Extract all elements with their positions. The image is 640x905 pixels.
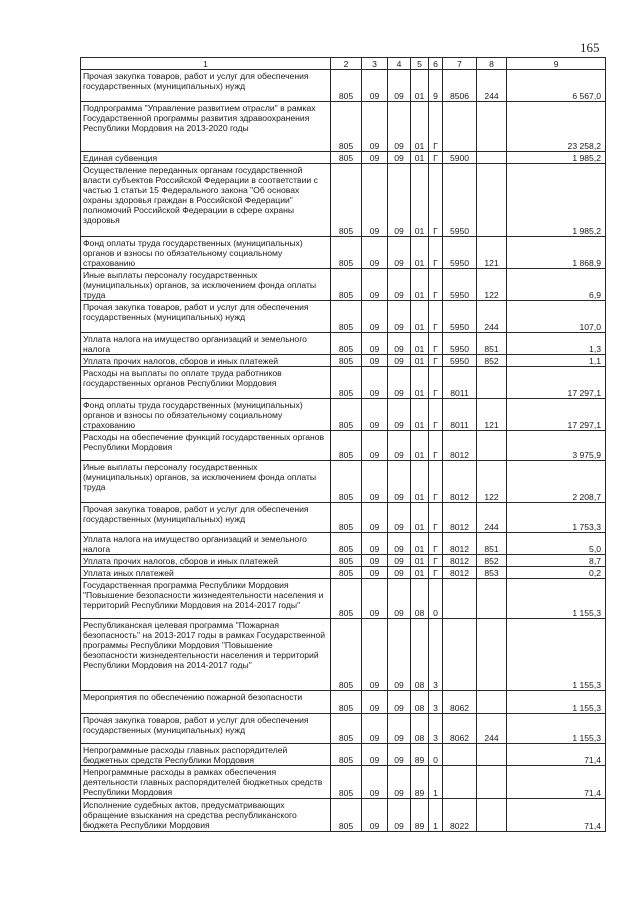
- cell-expense-type-code: [477, 691, 507, 714]
- cell-expense-type-code: [477, 102, 507, 152]
- table-row: [81, 691, 606, 714]
- cell-section-code: 09: [362, 503, 388, 533]
- cell-section-code: 09: [362, 102, 388, 152]
- table-header-row: [81, 58, 606, 70]
- header-cell: 3: [362, 58, 388, 70]
- row-description: Расходы на обеспечение функций государственных органов Республики Мордовия: [81, 431, 331, 461]
- cell-expense-type-code: [477, 744, 507, 766]
- row-description: Государственная программа Республики Мордовия "Повышение безопасности жизнедеятельности населения и территорий Республики Мордовия на 2014-2017 годы": [81, 579, 331, 619]
- cell-ministry-code: 805: [331, 269, 362, 301]
- cell-subsection-code: 09: [388, 744, 411, 766]
- row-description: Фонд оплаты труда государственных (муниципальных) органов и взносы по обязательному социальному страхованию: [81, 399, 331, 431]
- cell-subsection-code: 09: [388, 355, 411, 367]
- cell-section-code: 09: [362, 355, 388, 367]
- table-row: [81, 714, 606, 744]
- cell-program-code: 08: [411, 714, 429, 744]
- cell-amount: 1 155,3: [507, 619, 606, 691]
- cell-expense-type-code: [477, 431, 507, 461]
- cell-section-code: 09: [362, 533, 388, 555]
- table-row: [81, 269, 606, 301]
- table-row: [81, 744, 606, 766]
- cell-amount: 1 155,3: [507, 714, 606, 744]
- row-description: Фонд оплаты труда государственных (муниципальных) органов и взносы по обязательному социальному страхованию: [81, 237, 331, 269]
- cell-ministry-code: 805: [331, 503, 362, 533]
- cell-amount: 6,9: [507, 269, 606, 301]
- row-description: Уплата налога на имущество организаций и земельного налога: [81, 533, 331, 555]
- cell-section-code: 09: [362, 367, 388, 399]
- cell-subprogram-code: Г: [429, 333, 443, 355]
- cell-subprogram-code: Г: [429, 269, 443, 301]
- cell-ministry-code: 805: [331, 333, 362, 355]
- cell-subsection-code: 09: [388, 269, 411, 301]
- cell-target-item-code: 8012: [443, 533, 477, 555]
- row-description: Уплата налога на имущество организаций и земельного налога: [81, 333, 331, 355]
- cell-subsection-code: 09: [388, 579, 411, 619]
- row-description: Непрограммные расходы в рамках обеспечения деятельности главных распорядителей бюджетных средств Республики Мордовия: [81, 766, 331, 799]
- cell-amount: 3 975,9: [507, 431, 606, 461]
- cell-ministry-code: 805: [331, 533, 362, 555]
- table-row: [81, 333, 606, 355]
- cell-ministry-code: 805: [331, 579, 362, 619]
- cell-subsection-code: 09: [388, 102, 411, 152]
- cell-target-item-code: [443, 619, 477, 691]
- cell-expense-type-code: 121: [477, 399, 507, 431]
- cell-amount: 23 258,2: [507, 102, 606, 152]
- row-description: Уплата прочих налогов, сборов и иных платежей: [81, 555, 331, 567]
- cell-program-code: 01: [411, 399, 429, 431]
- cell-subprogram-code: Г: [429, 399, 443, 431]
- cell-ministry-code: 805: [331, 431, 362, 461]
- cell-expense-type-code: 244: [477, 70, 507, 102]
- table-row: [81, 399, 606, 431]
- cell-section-code: 09: [362, 691, 388, 714]
- cell-program-code: 01: [411, 164, 429, 237]
- cell-expense-type-code: 851: [477, 533, 507, 555]
- cell-section-code: 09: [362, 714, 388, 744]
- row-description: Непрограммные расходы главных распорядителей бюджетных средств Республики Мордовия: [81, 744, 331, 766]
- cell-subsection-code: 09: [388, 399, 411, 431]
- cell-expense-type-code: 244: [477, 503, 507, 533]
- cell-section-code: 09: [362, 555, 388, 567]
- cell-expense-type-code: 122: [477, 269, 507, 301]
- cell-ministry-code: 805: [331, 70, 362, 102]
- cell-subprogram-code: 3: [429, 714, 443, 744]
- cell-ministry-code: 805: [331, 102, 362, 152]
- cell-subsection-code: 09: [388, 799, 411, 832]
- cell-target-item-code: [443, 766, 477, 799]
- cell-ministry-code: 805: [331, 714, 362, 744]
- cell-amount: 1 155,3: [507, 579, 606, 619]
- cell-program-code: 01: [411, 461, 429, 503]
- cell-program-code: 89: [411, 799, 429, 832]
- cell-program-code: 01: [411, 70, 429, 102]
- cell-ministry-code: 805: [331, 799, 362, 832]
- cell-target-item-code: 8022: [443, 799, 477, 832]
- cell-expense-type-code: 852: [477, 355, 507, 367]
- cell-target-item-code: 8062: [443, 691, 477, 714]
- cell-subsection-code: 09: [388, 152, 411, 164]
- cell-subprogram-code: Г: [429, 503, 443, 533]
- table-row: [81, 70, 606, 102]
- cell-expense-type-code: [477, 152, 507, 164]
- cell-expense-type-code: 244: [477, 301, 507, 333]
- cell-amount: 1 155,3: [507, 691, 606, 714]
- header-cell: 5: [411, 58, 429, 70]
- cell-subsection-code: 09: [388, 431, 411, 461]
- cell-program-code: 01: [411, 367, 429, 399]
- cell-target-item-code: 8012: [443, 461, 477, 503]
- row-description: Прочая закупка товаров, работ и услуг для обеспечения государственных (муниципальных) нужд: [81, 70, 331, 102]
- cell-subprogram-code: 1: [429, 799, 443, 832]
- row-description: Исполнение судебных актов, предусматривающих обращение взыскания на средства республиканского бюджета Республики Мордовия: [81, 799, 331, 832]
- cell-target-item-code: 5950: [443, 355, 477, 367]
- table-row: [81, 619, 606, 691]
- cell-section-code: 09: [362, 237, 388, 269]
- cell-target-item-code: 5950: [443, 164, 477, 237]
- table-row: [81, 579, 606, 619]
- cell-section-code: 09: [362, 399, 388, 431]
- cell-subprogram-code: 0: [429, 744, 443, 766]
- cell-program-code: 01: [411, 503, 429, 533]
- cell-subprogram-code: 1: [429, 766, 443, 799]
- table-row: [81, 461, 606, 503]
- cell-subprogram-code: Г: [429, 237, 443, 269]
- cell-target-item-code: 8012: [443, 555, 477, 567]
- cell-subsection-code: 09: [388, 164, 411, 237]
- cell-program-code: 01: [411, 555, 429, 567]
- cell-ministry-code: 805: [331, 619, 362, 691]
- cell-subprogram-code: Г: [429, 567, 443, 579]
- cell-section-code: 09: [362, 799, 388, 832]
- cell-subsection-code: 09: [388, 301, 411, 333]
- cell-program-code: 01: [411, 567, 429, 579]
- cell-subsection-code: 09: [388, 70, 411, 102]
- cell-program-code: 08: [411, 579, 429, 619]
- header-cell: 9: [507, 58, 606, 70]
- cell-subprogram-code: Г: [429, 301, 443, 333]
- cell-section-code: 09: [362, 431, 388, 461]
- cell-target-item-code: 8012: [443, 503, 477, 533]
- cell-amount: 8,7: [507, 555, 606, 567]
- header-cell: 2: [331, 58, 362, 70]
- cell-program-code: 01: [411, 237, 429, 269]
- cell-expense-type-code: 121: [477, 237, 507, 269]
- cell-ministry-code: 805: [331, 164, 362, 237]
- cell-expense-type-code: 244: [477, 714, 507, 744]
- cell-amount: 6 567,0: [507, 70, 606, 102]
- cell-subsection-code: 09: [388, 766, 411, 799]
- cell-program-code: 89: [411, 766, 429, 799]
- cell-section-code: 09: [362, 164, 388, 237]
- cell-ministry-code: 805: [331, 567, 362, 579]
- cell-program-code: 08: [411, 619, 429, 691]
- cell-target-item-code: 5950: [443, 301, 477, 333]
- row-description: Расходы на выплаты по оплате труда работников государственных органов Республики Мордовия: [81, 367, 331, 399]
- row-description: Иные выплаты персоналу государственных (муниципальных) органов, за исключением фонда оплаты труда: [81, 269, 331, 301]
- cell-subsection-code: 09: [388, 714, 411, 744]
- cell-expense-type-code: 851: [477, 333, 507, 355]
- cell-section-code: 09: [362, 461, 388, 503]
- cell-subsection-code: 09: [388, 691, 411, 714]
- cell-expense-type-code: [477, 579, 507, 619]
- cell-section-code: 09: [362, 567, 388, 579]
- cell-subsection-code: 09: [388, 533, 411, 555]
- budget-table: [80, 57, 606, 832]
- table-row: [81, 355, 606, 367]
- cell-subprogram-code: 0: [429, 579, 443, 619]
- cell-expense-type-code: [477, 766, 507, 799]
- cell-program-code: 01: [411, 533, 429, 555]
- cell-ministry-code: 805: [331, 555, 362, 567]
- cell-ministry-code: 805: [331, 152, 362, 164]
- cell-amount: 107,0: [507, 301, 606, 333]
- cell-subprogram-code: Г: [429, 461, 443, 503]
- table-row: [81, 164, 606, 237]
- cell-target-item-code: [443, 744, 477, 766]
- cell-program-code: 01: [411, 431, 429, 461]
- cell-program-code: 89: [411, 744, 429, 766]
- cell-subprogram-code: Г: [429, 533, 443, 555]
- cell-subprogram-code: 3: [429, 691, 443, 714]
- cell-program-code: 01: [411, 355, 429, 367]
- row-description: Прочая закупка товаров, работ и услуг для обеспечения государственных (муниципальных) нужд: [81, 503, 331, 533]
- cell-subsection-code: 09: [388, 333, 411, 355]
- cell-amount: 5,0: [507, 533, 606, 555]
- table-row: [81, 367, 606, 399]
- row-description: Мероприятия по обеспечению пожарной безопасности: [81, 691, 331, 714]
- cell-ministry-code: 805: [331, 744, 362, 766]
- header-cell: 1: [81, 58, 331, 70]
- row-description: Прочая закупка товаров, работ и услуг для обеспечения государственных (муниципальных) нужд: [81, 714, 331, 744]
- row-description: Прочая закупка товаров, работ и услуг для обеспечения государственных (муниципальных) нужд: [81, 301, 331, 333]
- cell-expense-type-code: [477, 799, 507, 832]
- cell-ministry-code: 805: [331, 461, 362, 503]
- cell-amount: 17 297,1: [507, 367, 606, 399]
- table-row: [81, 555, 606, 567]
- cell-subsection-code: 09: [388, 555, 411, 567]
- cell-amount: 1 985,2: [507, 164, 606, 237]
- cell-amount: 1,3: [507, 333, 606, 355]
- cell-subprogram-code: 3: [429, 619, 443, 691]
- cell-amount: 1,1: [507, 355, 606, 367]
- cell-expense-type-code: 852: [477, 555, 507, 567]
- cell-subprogram-code: Г: [429, 102, 443, 152]
- cell-expense-type-code: 122: [477, 461, 507, 503]
- cell-amount: 71,4: [507, 744, 606, 766]
- cell-program-code: 01: [411, 102, 429, 152]
- cell-section-code: 09: [362, 579, 388, 619]
- cell-target-item-code: 8062: [443, 714, 477, 744]
- row-description: Уплата прочих налогов, сборов и иных платежей: [81, 355, 331, 367]
- cell-ministry-code: 805: [331, 355, 362, 367]
- cell-subprogram-code: Г: [429, 431, 443, 461]
- table-row: [81, 102, 606, 152]
- cell-section-code: 09: [362, 619, 388, 691]
- cell-subsection-code: 09: [388, 367, 411, 399]
- cell-amount: 17 297,1: [507, 399, 606, 431]
- cell-ministry-code: 805: [331, 367, 362, 399]
- cell-section-code: 09: [362, 70, 388, 102]
- table-row: [81, 799, 606, 832]
- cell-program-code: 08: [411, 691, 429, 714]
- cell-subprogram-code: Г: [429, 355, 443, 367]
- table-row: [81, 503, 606, 533]
- cell-target-item-code: 5950: [443, 269, 477, 301]
- cell-section-code: 09: [362, 744, 388, 766]
- cell-target-item-code: 5900: [443, 152, 477, 164]
- cell-subprogram-code: 9: [429, 70, 443, 102]
- table-row: [81, 533, 606, 555]
- cell-subprogram-code: Г: [429, 367, 443, 399]
- cell-expense-type-code: 853: [477, 567, 507, 579]
- cell-target-item-code: 8012: [443, 431, 477, 461]
- cell-expense-type-code: [477, 367, 507, 399]
- header-cell: 6: [429, 58, 443, 70]
- cell-expense-type-code: [477, 619, 507, 691]
- row-description: Иные выплаты персоналу государственных (муниципальных) органов, за исключением фонда оплаты труда: [81, 461, 331, 503]
- cell-subsection-code: 09: [388, 503, 411, 533]
- cell-amount: 1 753,3: [507, 503, 606, 533]
- row-description: Осуществление переданных органам государственной власти субъектов Российской Федерации в соответствии с частью 1 статьи 15 Федерального закона "Об основах охраны здоровья граждан в Российской Федерации" полномочий Российской Федерации в сфере охраны здоровья: [81, 164, 331, 237]
- cell-subprogram-code: Г: [429, 164, 443, 237]
- cell-subsection-code: 09: [388, 619, 411, 691]
- cell-program-code: 01: [411, 269, 429, 301]
- cell-target-item-code: [443, 102, 477, 152]
- cell-section-code: 09: [362, 301, 388, 333]
- cell-section-code: 09: [362, 269, 388, 301]
- table-row: [81, 567, 606, 579]
- cell-amount: 71,4: [507, 766, 606, 799]
- cell-subprogram-code: Г: [429, 555, 443, 567]
- cell-target-item-code: 5950: [443, 237, 477, 269]
- cell-target-item-code: 5950: [443, 333, 477, 355]
- cell-subprogram-code: Г: [429, 152, 443, 164]
- table-row: [81, 237, 606, 269]
- table-row: [81, 301, 606, 333]
- cell-subsection-code: 09: [388, 237, 411, 269]
- cell-section-code: 09: [362, 766, 388, 799]
- page-number: 165: [580, 40, 600, 55]
- header-cell: 4: [388, 58, 411, 70]
- cell-expense-type-code: [477, 164, 507, 237]
- cell-program-code: 01: [411, 301, 429, 333]
- cell-target-item-code: [443, 579, 477, 619]
- cell-program-code: 01: [411, 152, 429, 164]
- table-row: [81, 152, 606, 164]
- cell-program-code: 01: [411, 333, 429, 355]
- cell-subsection-code: 09: [388, 567, 411, 579]
- header-cell: 7: [443, 58, 477, 70]
- row-description: Республиканская целевая программа "Пожарная безопасность" на 2013-2017 годы в рамках Государственной программы Республики Мордовия "Повышение безопасности жизнедеятельности населения и территорий Республики Мордовия на 2014-2017 годы": [81, 619, 331, 691]
- cell-ministry-code: 805: [331, 301, 362, 333]
- cell-target-item-code: 8011: [443, 367, 477, 399]
- cell-target-item-code: 8012: [443, 567, 477, 579]
- cell-ministry-code: 805: [331, 237, 362, 269]
- cell-ministry-code: 805: [331, 399, 362, 431]
- cell-amount: 1 868,9: [507, 237, 606, 269]
- cell-section-code: 09: [362, 333, 388, 355]
- cell-subsection-code: 09: [388, 461, 411, 503]
- cell-target-item-code: 8506: [443, 70, 477, 102]
- cell-target-item-code: 8011: [443, 399, 477, 431]
- header-cell: 8: [477, 58, 507, 70]
- cell-amount: 71,4: [507, 799, 606, 832]
- cell-ministry-code: 805: [331, 766, 362, 799]
- row-description: Подпрограмма "Управление развитием отрасли" в рамках Государственной программы развития здравоохранения Республики Мордовия на 2013-2020 годы: [81, 102, 331, 152]
- cell-amount: 0,2: [507, 567, 606, 579]
- cell-ministry-code: 805: [331, 691, 362, 714]
- cell-amount: 2 208,7: [507, 461, 606, 503]
- table-row: [81, 431, 606, 461]
- table-row: [81, 766, 606, 799]
- row-description: Единая субвенция: [81, 152, 331, 164]
- cell-amount: 1 985,2: [507, 152, 606, 164]
- cell-section-code: 09: [362, 152, 388, 164]
- row-description: Уплата иных платежей: [81, 567, 331, 579]
